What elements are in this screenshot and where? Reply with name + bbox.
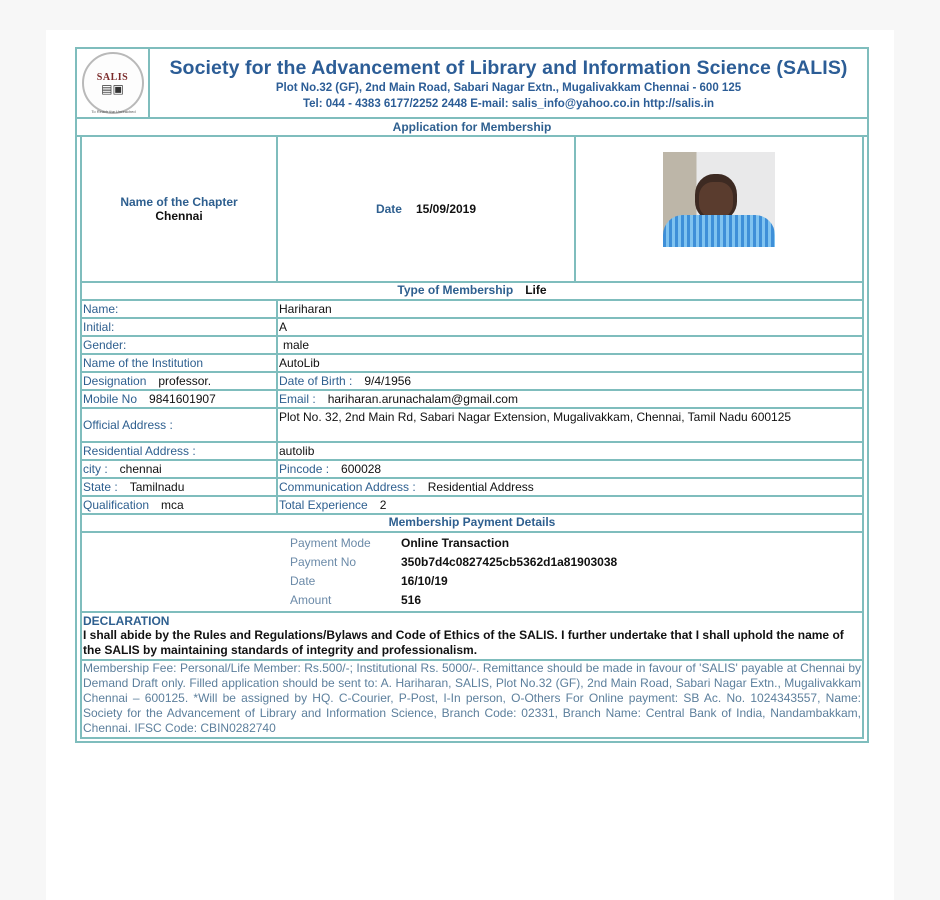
- logo-caption: To Reach the Unreached: [91, 109, 136, 114]
- payment-amount-label: Amount: [290, 593, 332, 607]
- dob-cell: [278, 373, 862, 389]
- official-address-label: Official Address :: [82, 409, 278, 441]
- mobile-label: Mobile No: [83, 392, 138, 406]
- designation-dob-row: [80, 373, 864, 391]
- details-table: [80, 283, 864, 533]
- top-info-box: [80, 137, 864, 283]
- gender-label: Gender:: [82, 337, 278, 353]
- residential-address-row: [80, 443, 864, 461]
- photo-cell: [576, 137, 862, 281]
- gender-row: [80, 337, 864, 355]
- name-row: [80, 301, 864, 319]
- designation-cell: [82, 373, 278, 389]
- membership-type-label: Type of Membership: [397, 283, 514, 297]
- dob-value: 9/4/1956: [364, 374, 412, 388]
- date-cell: [278, 137, 576, 281]
- chapter-label: Name of the Chapter: [120, 195, 238, 209]
- qualification-label: Qualification: [83, 498, 150, 512]
- payment-details: [80, 533, 864, 613]
- org-contact: Tel: 044 - 4383 6177/2252 2448 E-mail: salis_info@yahoo.co.in http://salis.in: [302, 98, 715, 110]
- payment-amount-value: 516: [401, 593, 422, 607]
- salis-logo-icon: [82, 52, 144, 114]
- communication-cell: [278, 479, 862, 495]
- institution-label: Name of the Institution: [82, 355, 278, 371]
- pincode-cell: [278, 461, 862, 477]
- payment-no-label: Payment No: [290, 555, 357, 569]
- pincode-value: 600028: [341, 462, 382, 476]
- email-label: Email :: [279, 392, 316, 406]
- communication-value: Residential Address: [427, 480, 534, 494]
- institution-row: [80, 355, 864, 373]
- residential-address-value: autolib: [279, 444, 315, 458]
- payment-date-label: Date: [290, 574, 316, 588]
- email-value: hariharan.arunachalam@gmail.com: [327, 392, 518, 406]
- logo-cell: [77, 49, 150, 117]
- declaration-title: DECLARATION: [83, 614, 170, 628]
- initial-row: [80, 319, 864, 337]
- city-label: city :: [83, 462, 108, 476]
- experience-value: 2: [379, 498, 387, 512]
- computer-icon: ▤▣: [101, 81, 124, 96]
- declaration-section: [80, 613, 864, 661]
- mobile-cell: [82, 391, 278, 407]
- org-title: Society for the Advancement of Library and Information Science (SALIS): [169, 57, 848, 79]
- payment-amount-line: [290, 593, 421, 607]
- membership-form: [75, 47, 869, 743]
- org-address: Plot No.32 (GF), 2nd Main Road, Sabari Nagar Extn., Mugalivakkam Chennai - 600 125: [275, 82, 742, 94]
- institution-value: AutoLib: [279, 356, 320, 370]
- payment-date-value: 16/10/19: [401, 574, 448, 588]
- logo-text: SALIS: [96, 71, 129, 83]
- payment-title-row: [80, 515, 864, 533]
- membership-type-value: Life: [525, 283, 547, 297]
- payment-mode-label: Payment Mode: [290, 536, 371, 550]
- payment-date-line: [290, 574, 448, 588]
- name-label: Name:: [82, 301, 278, 317]
- chapter-cell: [82, 137, 278, 281]
- date-value: 15/09/2019: [415, 202, 477, 216]
- payment-mode-value: Online Transaction: [401, 536, 510, 550]
- city-cell: [82, 461, 278, 477]
- official-address-value: Plot No. 32, 2nd Main Rd, Sabari Nagar Extension, Mugalivakkam, Chennai, Tamil Nadu 600125: [279, 410, 792, 424]
- designation-label: Designation: [83, 374, 147, 388]
- initial-label: Initial:: [82, 319, 278, 335]
- payment-title: Membership Payment Details: [388, 515, 556, 529]
- initial-value: A: [279, 320, 288, 334]
- state-label: State :: [83, 480, 118, 494]
- mobile-value: 9841601907: [149, 392, 216, 406]
- payment-no-line: [290, 555, 617, 569]
- state-communication-row: [80, 479, 864, 497]
- qualification-cell: [82, 497, 278, 513]
- experience-label: Total Experience: [279, 498, 368, 512]
- official-address-row: [80, 409, 864, 443]
- fee-notes: Membership Fee: Personal/Life Member: Rs.500/-; Institutional Rs. 5000/-. Remittance should be made in favour of 'SALIS' payable at Chennai by Demand Draft only. Filled application should be sent to: A. Hariharan, SALIS, Plot No.32 (GF), 2nd Main Road, Sabari Nagar Extn., Mugalivakkam Chennai – 600125. *Will be assigned by HQ. C-Courier, P-Post, I-In person, O-Others For Online payment: SB Ac. No. 1024343557, Name: Society for the Advancement of Library and Information Science, Branch Code: 02331, Branch Name: Central Bank of India, Nandambakkam, Chennai. IFSC Code: CBIN0282740: [80, 661, 864, 739]
- payment-mode-line: [290, 536, 509, 550]
- name-value: Hariharan: [279, 302, 332, 316]
- residential-address-label: Residential Address :: [82, 443, 278, 459]
- state-cell: [82, 479, 278, 495]
- city-value: chennai: [119, 462, 162, 476]
- qualification-experience-row: [80, 497, 864, 515]
- designation-value: professor.: [158, 374, 212, 388]
- experience-cell: [278, 497, 862, 513]
- form-title: Application for Membership: [77, 119, 867, 137]
- form-header: [77, 49, 867, 119]
- qualification-value: mca: [161, 498, 184, 512]
- declaration-text: I shall abide by the Rules and Regulations/Bylaws and Code of Ethics of the SALIS. I further undertake that I shall uphold the name of the SALIS by maintaining standards of integrity and professionalism.: [83, 628, 844, 657]
- email-cell: [278, 391, 862, 407]
- chapter-value: Chennai: [155, 209, 203, 223]
- state-value: Tamilnadu: [129, 480, 185, 494]
- mobile-email-row: [80, 391, 864, 409]
- header-text: [150, 49, 867, 117]
- applicant-photo: [663, 152, 775, 247]
- pincode-label: Pincode :: [279, 462, 330, 476]
- dob-label: Date of Birth :: [279, 374, 353, 388]
- communication-label: Communication Address :: [279, 480, 416, 494]
- date-label: Date: [375, 202, 402, 216]
- city-pincode-row: [80, 461, 864, 479]
- membership-type-row: [80, 283, 864, 301]
- payment-no-value: 350b7d4c0827425cb5362d1a81903038: [401, 555, 618, 569]
- gender-value: male: [283, 338, 310, 352]
